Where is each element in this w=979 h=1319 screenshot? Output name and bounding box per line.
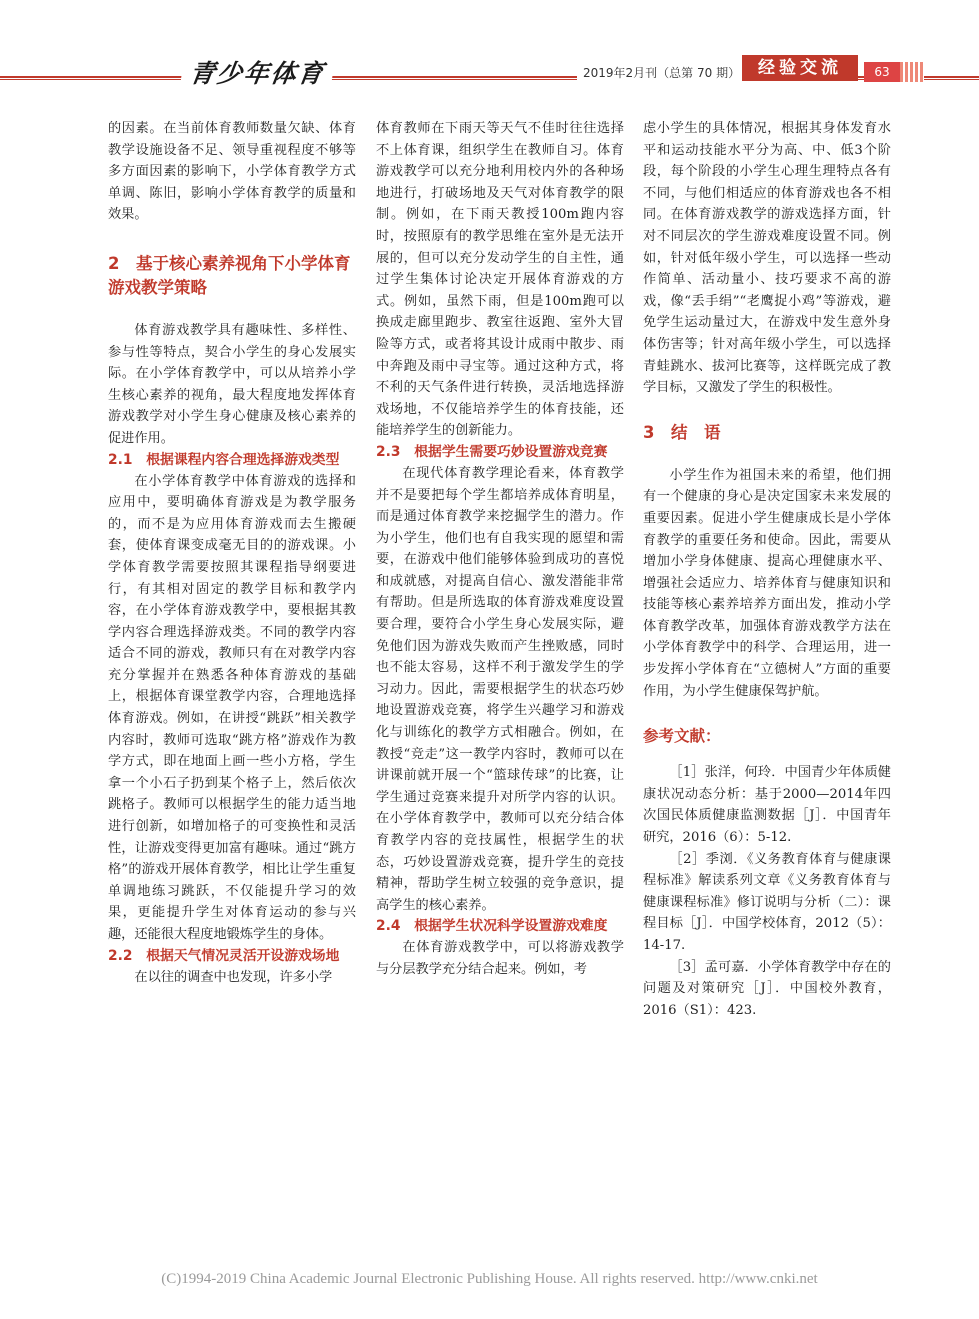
paragraph: 在以往的调查中也发现，许多小学: [134, 969, 333, 985]
subsection-heading-2-1: 2.1 根据课程内容合理选择游戏类型: [108, 451, 340, 468]
column-3: [643, 118, 891, 1021]
reference-item: ［2］季浏．《义务教育体育与健康课程标准》解读系列文章《义务教育体育与健康课程标准》修订说明与分析（二）：课程目标［J］．中国学校体育，2012（5）：14-17.: [643, 851, 891, 953]
decorative-stripes: [900, 62, 924, 82]
column-1: [108, 118, 356, 988]
references-heading: 参考文献：: [643, 727, 721, 746]
copyright-footer: (C)1994-2019 China Academic Journal Electronic Publishing House. All rights reserved. http://www.cnki.net: [161, 1271, 818, 1287]
subsection-heading-2-3: 2.3 根据学生需要巧妙设置游戏竞赛: [376, 443, 608, 460]
subsection-heading-2-2: 2.2 根据天气情况灵活开设游戏场地: [108, 947, 340, 964]
paragraph: 在体育游戏教学中，可以将游戏教学与分层教学充分结合起来。例如，考: [376, 940, 624, 977]
column-2: [376, 118, 624, 981]
section-tag: 经验交流: [742, 55, 858, 81]
subsection-heading-2-4: 2.4 根据学生状况科学设置游戏难度: [376, 918, 608, 935]
paragraph: 体育游戏教学具有趣味性、多样性、参与性等特点，契合小学生的身心发展实际。在小学体育教学中，可以从培养小学生核心素养的视角，最大程度地发挥体育游戏教学对小学生身心健康及核心素养的促进作用。: [108, 322, 356, 446]
reference-item: ［1］张洋，何玲．中国青少年体质健康状况动态分析：基于2000—2014年四次国民体质健康监测数据［J］．中国青年研究，2016（6）：5-12.: [643, 765, 891, 846]
page-header: [0, 52, 979, 92]
paragraph: 虑小学生的具体情况，根据其身体发育水平和运动技能水平分为高、中、低3个阶段，每个阶段的小学生心理生理特点各有不同，与他们相适应的体育游戏也各不相同。在体育游戏教学的游戏选择方面，针对不同层次的学生游戏难度设置不同。例如，针对低年级小学生，可以选择一些动作简单、活动量小、技巧要求不高的游戏，像“丢手绢”“老鹰捉小鸡”等游戏，避免学生运动量过大，在游戏中发生意外身体伤害等；针对高年级小学生，可以选择青蛙跳水、拔河比赛等，这样既完成了教学目标，又激发了学生的积极性。: [643, 121, 891, 396]
section-heading-2: 2 基于核心素养视角下小学体育游戏教学策略: [108, 253, 351, 297]
issue-info: 2019年2月刊（总第 70 期）: [577, 64, 746, 81]
journal-logo: 青少年体育: [179, 54, 335, 90]
paragraph: 小学生作为祖国未来的希望，他们拥有一个健康的身心是决定国家未来发展的重要因素。促进小学生健康成长是小学体育教学的重要任务和使命。因此，需要从增加小学身体健康、提高心理健康水平、增强社会适应力、培养体育与健康知识和技能等核心素养培养方面出发，推动小学体育教学改革，加强体育游戏教学方法在小学体育教学中的科学、合理运用，进一步发挥小学体育在“立德树人”方面的重要作用，为小学生健康保驾护航。: [643, 467, 891, 699]
section-heading-3: 3 结 语: [643, 422, 721, 442]
page-number: 63: [864, 62, 900, 82]
reference-item: ［3］孟可嘉．小学体育教学中存在的问题及对策研究［J］．中国校外教育，2016（S1）：423.: [643, 959, 891, 1018]
paragraph: 的因素。在当前体育教师数量欠缺、体育教学设施设备不足、领导重视程度不够等多方面因素的影响下，小学体育教学方式单调、陈旧，影响小学体育教学的质量和效果。: [108, 121, 356, 223]
paragraph: 在现代体育教学理论看来，体育教学并不是要把每个学生都培养成体育明星，而是通过体育教学来挖掘学生的潜力。作为小学生，他们也有自我实现的愿望和需要，在游戏中他们能够体验到成功的喜悦和成就感，对提高自信心、激发潜能非常有帮助。但是所选取的体育游戏难度设置要合理，要符合小学生身心发展实际，避免他们因为游戏失败而产生挫败感，同时也不能太容易，这样不利于激发学生的学习动力。因此，需要根据学生的状态巧妙地设置游戏竞赛，将学生兴趣学习和游戏化与训练化的教学方式相融合。例如，在教授“竞走”这一教学内容时，教师可以在讲课前就开展一个“篮球传球”的比赛，让学生通过竞赛来提升对所学内容的认识。在小学体育教学中，教师可以充分结合体育教学内容的竞技属性，根据学生的状态，巧妙设置游戏竞赛，提升学生的竞技精神，帮助学生树立较强的竞争意识，提高学生的核心素养。: [376, 465, 624, 913]
paragraph: 在小学体育教学中体育游戏的选择和应用中，要明确体育游戏是为教学服务的，而不是为应用体育游戏而去生搬硬套，使体育课变成毫无目的的游戏课。小学体育教学需要按照其课程指导纲要进行，有其相对固定的教学目标和教学内容，在小学体育游戏教学中，要根据其教学内容合理选择游戏类。不同的教学内容适合不同的游戏，教师只有在对教学内容充分掌握并在熟悉各种体育游戏的基础上，根据体育课堂教学内容，合理地选择体育游戏。例如，在讲授“跳跃”相关教学内容时，教师可选取“跳方格”游戏作为教学方式，即在地面上画一些小方格，学生拿一个小石子扔到某个格子上，然后依次跳格子。教师可以根据学生的能力适当地进行创新，如增加格子的可变换性和灵活性，让游戏变得更加富有趣味。通过“跳方格”的游戏开展体育教学，相比让学生重复单调地练习跳跃，不仅能提升学习的效果，更能提升学生对体育运动的参与兴趣，还能很大程度地锻炼学生的身体。: [108, 473, 356, 942]
paragraph: 体育教师在下雨天等天气不佳时往往选择不上体育课，组织学生在教师自习。体育游戏教学可以充分地利用校内外的各种场地进行，打破场地及天气对体育教学的限制。例如，在下雨天教授100m跑内容时，按照原有的教学思维在室外是无法开展的，但可以充分发动学生的自主性，通过学生集体讨论决定开展体育游戏的方式。例如，虽然下雨，但是100m跑可以换成走廊里跑步、教室往返跑、室外大冒险等方式，或者将其设计成雨中散步、雨中奔跑及雨中寻宝等。通过这种方式，将不利的天气条件进行转换，灵活地选择游戏场地，不仅能培养学生的体育技能，还能培养学生的创新能力。: [376, 121, 624, 439]
